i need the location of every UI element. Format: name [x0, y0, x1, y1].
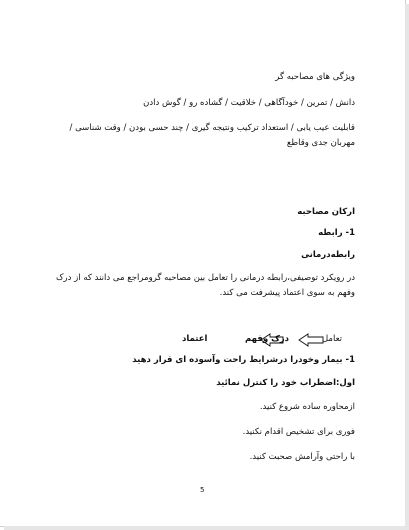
tip-simple-conversation: ازمحاوره ساده شروع کنید.: [259, 402, 355, 412]
point-comfort: 1- بیمار وخودرا درشرایط راحت وآسوده ای قرار دهید: [132, 355, 355, 365]
section-title: ارکان مصاحبه: [297, 207, 355, 217]
page-shadow-right: [405, 4, 409, 530]
flow-step-interaction: تعامل: [322, 334, 343, 344]
page-number: 5: [200, 486, 205, 494]
heading-traits: ویژگی های مصاحبه گر: [275, 72, 355, 82]
first-control-anxiety: اول:اضطراب خود را کنترل نمائید: [216, 378, 355, 388]
arrow-left-icon: [260, 333, 284, 347]
traits-line-2: قابلیت عیب یابی / استعداد ترکیب ونتیجه گیری / چند حسی بودن / وقت شناسی / مهربان جدی وقاطع: [69, 123, 355, 148]
arrow-left-icon: [298, 333, 324, 347]
item-rapport: 1- رابطه: [318, 228, 355, 238]
flow-diagram: [0, 333, 409, 347]
tip-no-rush-diagnosis: فوری برای تشخیص اقدام نکنید.: [242, 427, 355, 437]
flow-step-trust: اعتماد: [182, 334, 208, 344]
flow-step-understanding: درک وفهم: [245, 334, 290, 344]
paragraph-rapport: در رویکرد توصیفی،رابطه درمانی را تعامل بین مصاحبه گرومراجع می دانند که از درک وفهم به سوی اعتماد پیشرفت می کند.: [55, 273, 355, 298]
page-shadow-bottom: [4, 526, 409, 530]
subtitle-therapeutic: رابطه‌درمانی: [301, 250, 355, 260]
tip-speak-calmly: با راحتی وآرامش صحبت کنید.: [249, 452, 355, 462]
traits-line-1: دانش / تمرین / خودآگاهی / خلاقیت / گشاده رو / گوش دادن: [143, 98, 355, 108]
